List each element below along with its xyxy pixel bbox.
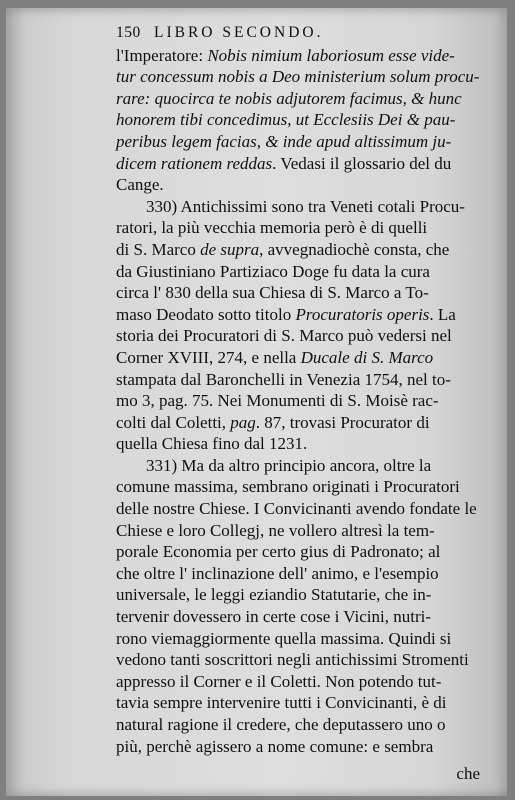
- text-run: ratori, la più vecchia memoria però è di quelli: [116, 218, 428, 238]
- text-run: quella Chiesa fino dal 1231.: [116, 434, 308, 454]
- text-run: Chiese e loro Collegj, ne vollero altresì la tem-: [116, 520, 435, 540]
- text-run: Cange.: [116, 175, 164, 195]
- text-run: l'Imperatore:: [116, 45, 204, 65]
- text-run: tervenir dovessero in certe cose i Vicini, nutri-: [116, 607, 432, 627]
- text-run: de supra: [200, 239, 260, 259]
- text-run: tavia sempre intervenire tutti i Convicinanti, è di: [116, 693, 447, 713]
- text-line: [116, 671, 494, 693]
- text-run: rare: quocirca te nobis adjutorem facimus, & hunc: [116, 88, 462, 108]
- book-page: [6, 8, 507, 796]
- text-run: storia dei Procuratori di S. Marco può vedersi nel: [116, 326, 452, 346]
- text-line: [116, 239, 494, 261]
- text-run: rono viemaggiormente quella massima. Quindi si: [116, 628, 452, 648]
- text-line: [116, 412, 494, 434]
- text-line: [116, 476, 494, 498]
- text-line: [116, 261, 494, 283]
- text-run: porale Economia per certo gius di Padronato; al: [116, 542, 441, 562]
- text-line: [116, 541, 494, 563]
- text-line: [116, 498, 494, 520]
- text-run: 330) Antichissimi sono tra Veneti cotali Procu-: [146, 196, 465, 216]
- text-block: [116, 22, 494, 785]
- text-line: [116, 369, 494, 391]
- text-run: maso Deodato sotto titolo: [116, 304, 292, 324]
- text-line: [116, 692, 494, 714]
- text-run: circa l' 830 della sua Chiesa di S. Marco a To-: [116, 283, 429, 303]
- text-run: di S. Marco: [116, 239, 196, 259]
- text-run: pag: [230, 412, 256, 432]
- text-run: appresso il Corner e il Coletti. Non potendo tut-: [116, 671, 442, 691]
- page-number: 150: [116, 24, 141, 41]
- text-run: stampata dal Baronchelli in Venezia 1754, nel to-: [116, 369, 451, 389]
- text-run: Procuratoris operis: [295, 304, 430, 324]
- running-header: [116, 22, 494, 44]
- text-line: [116, 66, 494, 88]
- text-line: [116, 304, 494, 326]
- text-run: . La: [429, 304, 456, 324]
- text-line: [116, 347, 494, 369]
- text-run: honorem tibi concedimus, ut Ecclesiis Dei & pau-: [116, 110, 456, 130]
- text-line: [116, 131, 494, 153]
- text-line: [116, 45, 494, 67]
- text-line: [116, 563, 494, 585]
- text-run: , avvegnadiochè consta, che: [259, 239, 450, 259]
- text-line: [116, 174, 494, 196]
- text-line: [116, 88, 494, 110]
- text-run: da Giustiniano Partiziaco Doge fu data la cura: [116, 261, 430, 281]
- text-run: Ducale di S. Marco: [300, 347, 434, 367]
- text-line: [116, 649, 494, 671]
- text-run: . Vedasi il glossario del du: [272, 153, 452, 173]
- text-line: [116, 433, 494, 455]
- text-line: [116, 390, 494, 412]
- text-line: [116, 520, 494, 542]
- text-run: mo 3, pag. 75. Nei Monumenti di S. Moisè rac-: [116, 391, 439, 411]
- text-line: [116, 196, 494, 218]
- text-line: [116, 584, 494, 606]
- text-run: più, perchè agissero a nome comune: e sembra: [116, 736, 434, 756]
- text-run: 331) Ma da altro principio ancora, oltre la: [146, 455, 432, 475]
- text-run: natural ragione il credere, che deputassero uno o: [116, 715, 446, 734]
- text-run: comune massima, sembrano originati i Procuratori: [116, 477, 460, 497]
- text-run: Nobis nimium laboriosum esse vide-: [207, 45, 455, 65]
- text-run: dicem rationem reddas: [116, 153, 273, 173]
- text-line: [116, 714, 494, 736]
- text-run: Corner XVIII, 274, e nella: [116, 347, 297, 367]
- text-run: colti dal Coletti,: [116, 412, 227, 432]
- catchword: che: [456, 764, 480, 784]
- text-line: [116, 628, 494, 650]
- text-run: universale, le leggi eziandio Statutarie, che in-: [116, 585, 432, 605]
- text-line: [116, 282, 494, 304]
- text-run: peribus legem facias, & inde apud altissimum ju-: [116, 131, 452, 151]
- text-run: tur concessum nobis a Deo ministerium solum procu-: [116, 67, 480, 87]
- text-line: [116, 736, 494, 758]
- text-line: [116, 109, 494, 131]
- text-run: . 87, trovasi Procurator di: [255, 412, 430, 432]
- text-line: [116, 217, 494, 239]
- running-title: LIBRO SECONDO.: [154, 24, 324, 41]
- text-run: che oltre l' inclinazione dell' animo, e l'esempio: [116, 563, 439, 583]
- text-line: [116, 606, 494, 628]
- text-run: delle nostre Chiese. I Convicinanti avendo fondate le: [116, 499, 477, 519]
- text-line: [116, 153, 494, 175]
- body-text: [116, 45, 494, 758]
- text-run: vedono tanti soscrittori negli antichissimi Stromenti: [116, 650, 469, 670]
- text-line: [116, 325, 494, 347]
- text-line: [116, 455, 494, 477]
